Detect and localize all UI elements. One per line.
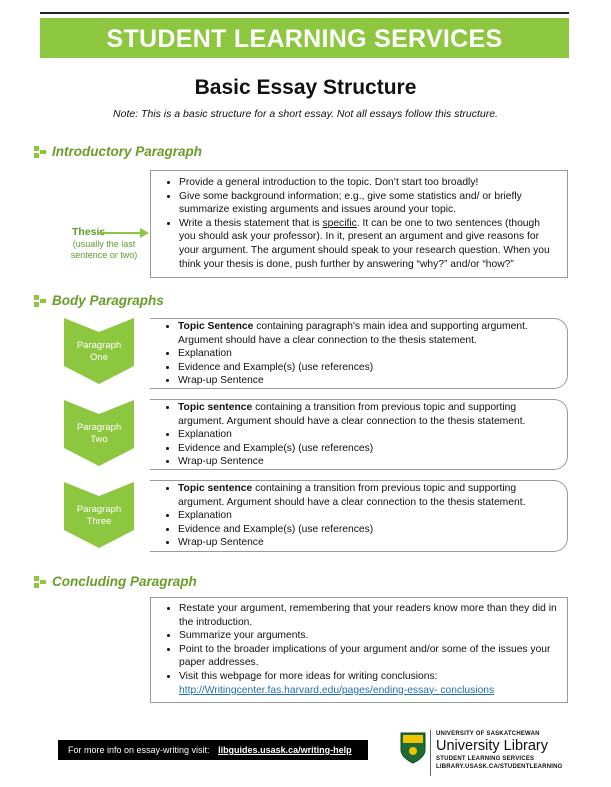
list-item: • Point to the broader implications of your argument and/or some of the issues your paper addresses. [179, 643, 557, 670]
section-heading-label: Introductory Paragraph [52, 144, 203, 159]
body-list [156, 320, 557, 388]
conclusion-list [157, 602, 557, 697]
webpage-prompt: Visit this webpage for more ideas for writing conclusions: [179, 670, 438, 682]
list-item-topic [178, 320, 557, 347]
logo-services-name: STUDENT LEARNING SERVICES [436, 756, 535, 762]
banner: STUDENT LEARNING SERVICES [40, 18, 569, 58]
list-item-thesis [179, 217, 559, 271]
body-box-three [150, 480, 568, 552]
list-item: • Provide a general introduction to the topic. Don’t start too broadly! [179, 176, 559, 190]
thesis-text-pre: Write a thesis statement that is [179, 217, 323, 229]
green-blocks-icon [34, 576, 46, 588]
thesis-title: Thesis [72, 226, 106, 238]
logo-text [436, 730, 563, 771]
conclusions-link[interactable]: http://Writingcenter.fas.harvard.edu/pages/ending-essay- conclusions [179, 684, 495, 696]
green-blocks-icon [34, 146, 46, 158]
thesis-sub-2: sentence or two) [70, 250, 138, 260]
topic-rest: containing a transition from previous topic and supporting argument. Argument should have a clear connection to the thesis statement. [178, 402, 526, 427]
thesis-text-underlined: specific [322, 217, 357, 229]
green-blocks-icon [34, 295, 46, 307]
body-list [156, 401, 557, 469]
footer-link[interactable]: libguides.usask.ca/writing-help [218, 745, 352, 755]
list-item: • Wrap-up Sentence [178, 374, 557, 388]
topic-rest: containing paragraph's main idea and supporting argument. Argument should have a clear connection to the thesis statement. [178, 321, 528, 346]
section-heading-conclusion [34, 574, 197, 589]
section-heading-body [34, 293, 164, 308]
list-item: • Wrap-up Sentence [178, 536, 557, 550]
body-box-one [150, 318, 568, 389]
topic-bold: Topic Sentence [178, 321, 254, 332]
section-heading-intro [34, 144, 202, 159]
intro-box [150, 170, 568, 278]
section-heading-label: Body Paragraphs [52, 293, 164, 308]
topic-bold: Topic sentence [178, 483, 253, 494]
logo-url: LIBRARY.USASK.CA/STUDENTLEARNING [436, 764, 563, 770]
intro-list [157, 176, 559, 271]
list-item: • Explanation [178, 509, 557, 523]
list-item: • Restate your argument, remembering that your readers know more than they did in the introduction. [179, 602, 557, 629]
logo-library-name: University Library [436, 738, 548, 754]
chevron-label-1: Paragraph [76, 340, 122, 351]
topic-bold: Topic sentence [178, 402, 253, 413]
top-rule [40, 12, 569, 14]
list-item: • Wrap-up Sentence [178, 455, 557, 469]
list-item: • Explanation [178, 428, 557, 442]
chevron-paragraph-three [64, 482, 134, 548]
list-item-topic [178, 401, 557, 428]
chevron-paragraph-one [64, 318, 134, 384]
list-item: • Evidence and Example(s) (use references) [178, 361, 557, 375]
section-heading-label: Concluding Paragraph [52, 574, 197, 589]
university-crest-icon [400, 732, 426, 764]
list-item: • Summarize your arguments. [179, 629, 557, 643]
list-item-link [179, 670, 557, 697]
chevron-label-2: Two [90, 434, 108, 445]
chevron-label-2: Three [86, 516, 112, 527]
body-list [156, 482, 557, 550]
conclusion-box [150, 597, 568, 703]
chevron-paragraph-two [64, 400, 134, 466]
list-item: • Give some background information; e.g., give some statistics and/ or briefly summarize existing arguments and issues around your topic. [179, 190, 559, 217]
page-note: Note: This is a basic structure for a short essay. Not all essays follow this structure. [113, 108, 498, 120]
topic-rest: containing a transition from previous topic and supporting argument. Argument should have a clear connection to the thesis statement. [178, 483, 526, 508]
university-logo [400, 730, 600, 778]
chevron-label-1: Paragraph [76, 504, 122, 515]
body-box-two [150, 399, 568, 470]
chevron-label-2: One [90, 352, 108, 363]
thesis-sub-1: (usually the last [72, 238, 136, 249]
footer-bar [58, 740, 368, 760]
list-item-topic [178, 482, 557, 509]
list-item: • Evidence and Example(s) (use references) [178, 442, 557, 456]
thesis-text-post: . It can be one to two sentences (though you should ask your professor). In it, present an argument and give reasons for your argument. The argument should speak to your research question. When you think your thesis is done, push further by answering “why?” and/or “how?” [179, 217, 550, 270]
arrow-right-icon [98, 226, 150, 240]
logo-university-name: UNIVERSITY OF SASKATCHEWAN [436, 731, 540, 737]
footer-text: For more info on essay-writing visit: [68, 745, 210, 755]
logo-divider [430, 730, 431, 776]
list-item: • Explanation [178, 347, 557, 361]
page-title: Basic Essay Structure [194, 76, 417, 99]
list-item: • Evidence and Example(s) (use references) [178, 523, 557, 537]
chevron-label-1: Paragraph [76, 422, 122, 433]
